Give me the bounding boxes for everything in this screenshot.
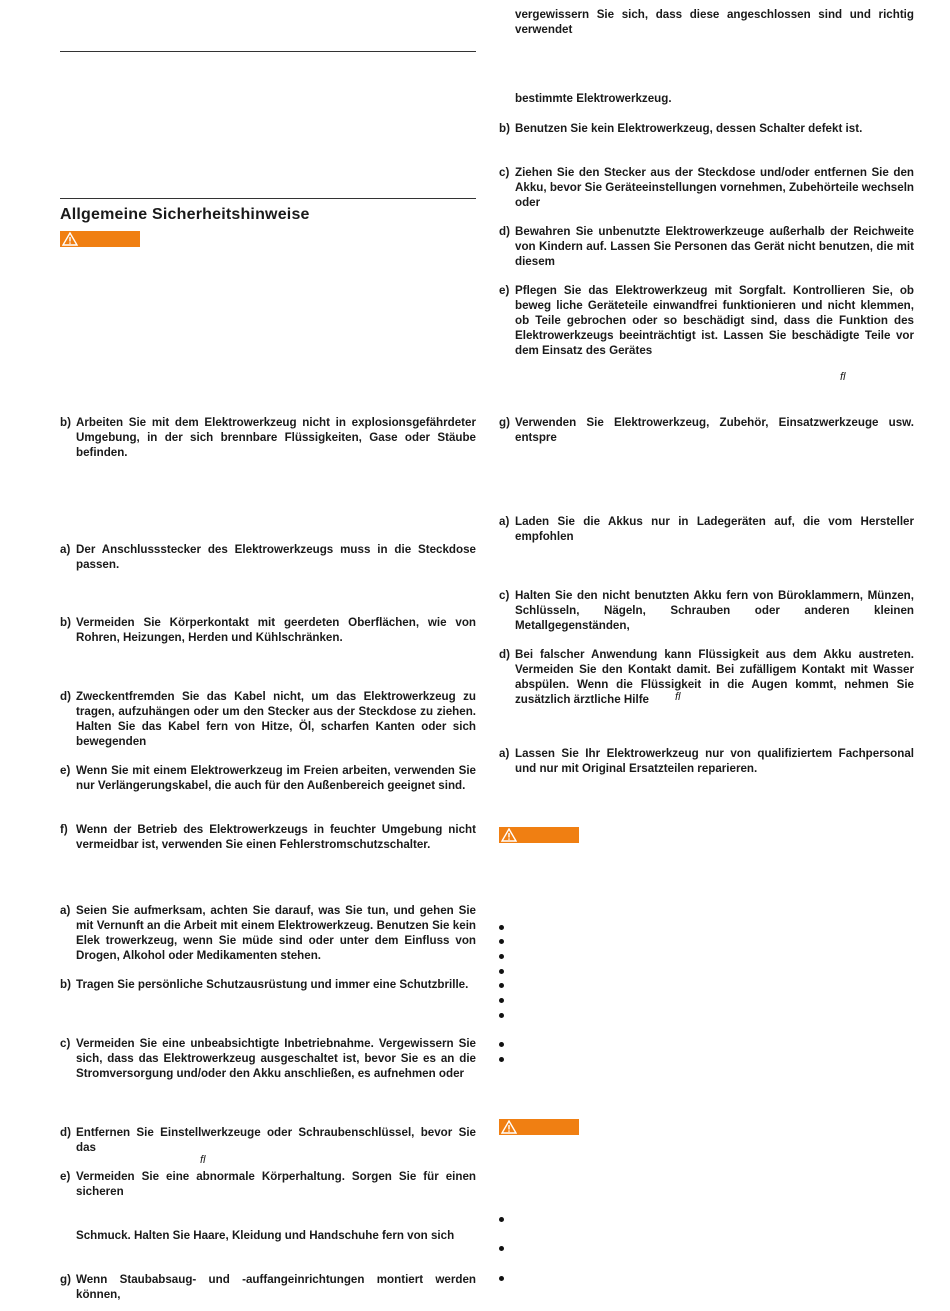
continuation-line: bestimmte Elektrowerkzeug. xyxy=(515,92,672,105)
bullet-point xyxy=(499,925,504,930)
list-item: e) Wenn Sie mit einem Elektrowerkzeug im Freien arbeiten, verwenden Sie nur Verlängerungskabel, die auch für den Außenbereich geeignet sind. xyxy=(60,764,476,792)
bullet-point xyxy=(499,1246,504,1251)
bullet-point xyxy=(499,1013,504,1018)
list-item: e) Pflegen Sie das Elektrowerkzeug mit Sorgfalt. Kontrollieren Sie, ob beweg liche Geräteteile einwandfrei funktionieren und nicht klemmen, ob Teile gebrochen oder so beschädigt sind, dass die Funktion des Elektrowerkzeugs beeinträchtigt ist. Lassen Sie beschädigte Teile vor dem Einsatz des Gerätes xyxy=(499,284,914,357)
list-item: a) Lassen Sie Ihr Elektrowerkzeug nur von qualifiziertem Fachpersonal und nur mit Original Ersatzteilen reparieren. xyxy=(499,747,914,775)
list-item: b) Benutzen Sie kein Elektrowerkzeug, dessen Schalter defekt ist. xyxy=(499,122,863,135)
bullet-point xyxy=(499,954,504,959)
list-item: a) Laden Sie die Akkus nur in Ladegeräten auf, die vom Hersteller empfohlen xyxy=(499,515,914,543)
list-item: c) Halten Sie den nicht benutzten Akku fern von Büroklammern, Münzen, Schlüsseln, Nägeln, Schrauben oder anderen kleinen Metallgegenständen, xyxy=(499,589,914,632)
list-item: d) Bei falscher Anwendung kann Flüssigkeit aus dem Akku austreten. Vermeiden Sie den Kontakt damit. Bei zufälligem Kontakt mit Wasser abspülen. Wenn die Flüssigkeit in die Augen kommt, nehmen Sie zusätzlich ärztliche Hilfe xyxy=(499,648,914,706)
warning-triangle-icon xyxy=(501,828,517,842)
bullet-point xyxy=(499,983,504,988)
list-item: e) Vermeiden Sie eine abnormale Körperhaltung. Sorgen Sie für einen sicheren xyxy=(60,1170,476,1198)
list-item: d) Zweckentfremden Sie das Kabel nicht, um das Elektrowerkzeug zu tragen, aufzuhängen oder um den Stecker aus der Steckdose zu ziehen. Halten Sie das Kabel fern von Hitze, Öl, scharfen Kanten oder sich bewegenden xyxy=(60,690,476,748)
bullet-point xyxy=(499,969,504,974)
bullet-point xyxy=(499,1057,504,1062)
section-heading: Allgemeine Sicherheitshinweise xyxy=(60,206,310,223)
bullet-point xyxy=(499,998,504,1003)
warning-bar xyxy=(60,231,140,247)
top-rule xyxy=(60,51,476,52)
list-item: d) Bewahren Sie unbenutzte Elektrowerkzeuge außerhalb der Reichweite von Kindern auf. Lassen Sie Personen das Gerät nicht benutzen, die mit diesem xyxy=(499,225,914,268)
ligature-mark: ﬂ xyxy=(675,691,681,703)
list-item: g) Verwenden Sie Elektrowerkzeug, Zubehör, Einsatzwerkzeuge usw. entspre xyxy=(499,416,914,444)
list-item: c) Ziehen Sie den Stecker aus der Steckdose und/oder entfernen Sie den Akku, bevor Sie Geräteeinstellungen vornehmen, Zubehörteile wechseln oder xyxy=(499,166,914,209)
warning-triangle-icon xyxy=(501,1120,517,1134)
bullet-point xyxy=(499,1042,504,1047)
ligature-mark: ﬂ xyxy=(200,1154,206,1166)
continuation-line: vergewissern Sie sich, dass diese angeschlossen sind und richtig verwendet xyxy=(515,8,914,36)
ligature-mark: ﬂ xyxy=(840,371,846,383)
bullet-point xyxy=(499,1217,504,1222)
list-item: c) Vermeiden Sie eine unbeabsichtigte Inbetriebnahme. Vergewissern Sie sich, dass das Elektrowerkzeug ausgeschaltet ist, bevor Sie es an die Stromversorgung und/oder den Akku anschließen, es aufnehmen oder xyxy=(60,1037,476,1080)
warning-bar xyxy=(499,827,579,843)
list-item: a) Seien Sie aufmerksam, achten Sie darauf, was Sie tun, und gehen Sie mit Vernunft an die Arbeit mit einem Elektrowerkzeug. Benutzen Sie kein Elek trowerkzeug, wenn Sie müde sind oder unter dem Einfluss von Drogen, Alkohol oder Medikamenten stehen. xyxy=(60,904,476,962)
warning-bar xyxy=(499,1119,579,1135)
list-item: g) Wenn Staubabsaug- und -auffangeinrichtungen montiert werden können, xyxy=(60,1273,476,1301)
bullet-point xyxy=(499,1276,504,1281)
list-item: b) Vermeiden Sie Körperkontakt mit geerdeten Oberflächen, wie von Rohren, Heizungen, Herden und Kühlschränken. xyxy=(60,616,476,644)
bullet-point xyxy=(499,939,504,944)
list-item: d) Entfernen Sie Einstellwerkzeuge oder Schraubenschlüssel, bevor Sie das xyxy=(60,1126,476,1154)
list-item: b) Tragen Sie persönliche Schutzausrüstung und immer eine Schutzbrille. xyxy=(60,978,469,991)
list-item: f) Wenn der Betrieb des Elektrowerkzeugs in feuchter Umgebung nicht vermeidbar ist, verwenden Sie einen Fehlerstromschutzschalter. xyxy=(60,823,476,851)
warning-triangle-icon xyxy=(62,232,78,246)
list-item: Schmuck. Halten Sie Haare, Kleidung und Handschuhe fern von sich xyxy=(76,1229,455,1242)
list-item: b) Arbeiten Sie mit dem Elektrowerkzeug nicht in explosionsgefährdeter Umgebung, in der sich brennbare Flüssigkeiten, Gase oder Stäube befinden. xyxy=(60,416,476,459)
section-rule xyxy=(60,198,476,199)
list-item: a) Der Anschlussstecker des Elektrowerkzeugs muss in die Steckdose passen. xyxy=(60,543,476,571)
